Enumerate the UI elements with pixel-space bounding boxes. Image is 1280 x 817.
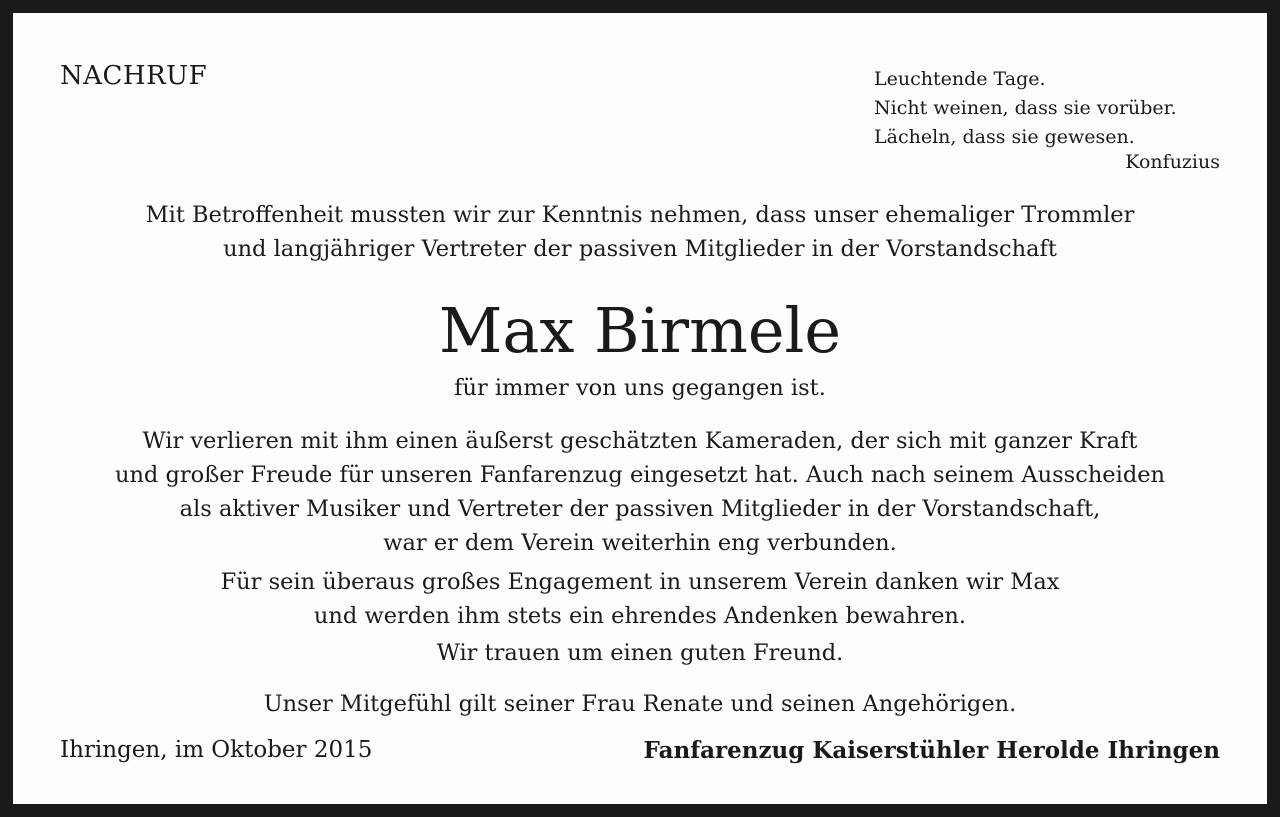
tribute-line: Wir verlieren mit ihm einen äußerst geschätzten Kameraden, der sich mit ganzer Kraft: [142, 428, 1138, 454]
quote-line: Leuchtende Tage.: [874, 68, 1046, 90]
grief-text: Wir trauen um einen guten Freund.: [436, 640, 844, 666]
quote: [874, 65, 1177, 152]
tribute-line: als aktiver Musiker und Vertreter der passiven Mitglieder in der Vorstandschaft,: [179, 496, 1101, 522]
thanks-line: und werden ihm stets ein ehrendes Andenken bewahren.: [313, 603, 967, 629]
after-name-text: für immer von uns gegangen ist.: [454, 375, 826, 401]
tribute-text: [13, 424, 1267, 560]
notice-heading: NACHRUF: [60, 61, 208, 91]
tribute-line: und großer Freude für unseren Fanfarenzug eingesetzt hat. Auch nach seinem Ausscheiden: [114, 462, 1166, 488]
thanks-line: Für sein überaus großes Engagement in unserem Verein danken wir Max: [220, 569, 1060, 595]
quote-line: Lächeln, dass sie gewesen.: [874, 126, 1135, 148]
intro-line: Mit Betroffenheit mussten wir zur Kenntnis nehmen, dass unser ehemaliger Trommler: [145, 202, 1135, 228]
obituary-notice: [13, 13, 1267, 804]
tribute-line: war er dem Verein weiterhin eng verbunden.: [383, 530, 897, 556]
deceased-name: Max Birmele: [438, 294, 842, 367]
thanks-text: [13, 565, 1267, 633]
intro-line: und langjähriger Vertreter der passiven Mitglieder in der Vorstandschaft: [223, 236, 1057, 262]
signature: Fanfarenzug Kaiserstühler Herolde Ihringen: [643, 737, 1220, 764]
place-date: Ihringen, im Oktober 2015: [60, 737, 373, 763]
sympathy-text: Unser Mitgefühl gilt seiner Frau Renate und seinen Angehörigen.: [263, 691, 1017, 717]
quote-line: Nicht weinen, dass sie vorüber.: [874, 97, 1177, 119]
intro-text: [13, 198, 1267, 266]
quote-author: Konfuzius: [1125, 151, 1220, 173]
